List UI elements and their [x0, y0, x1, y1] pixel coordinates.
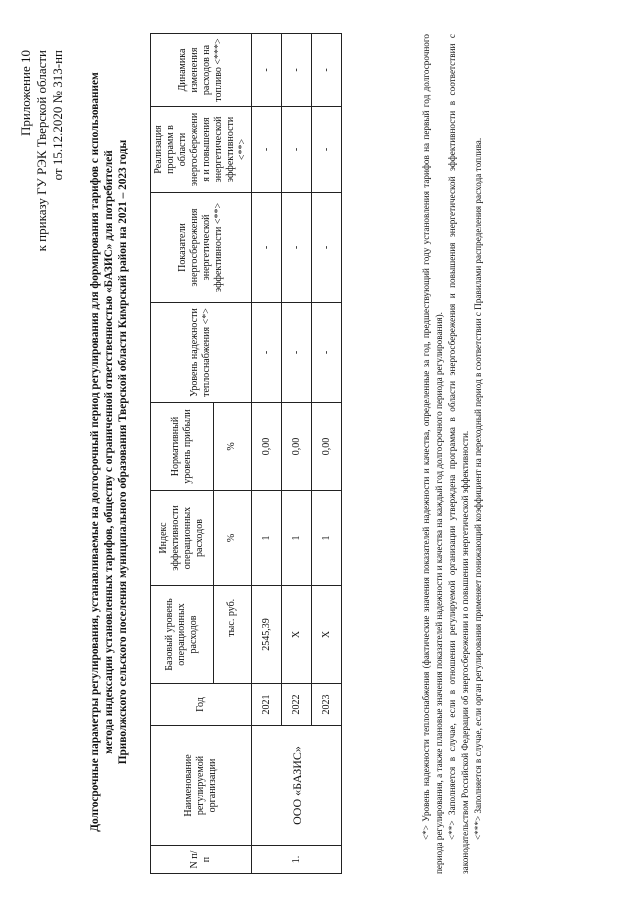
header-reliability: Уровень надежности теплоснабжения <*> — [151, 303, 252, 403]
header-index: Индекс эффективности операционных расходов — [151, 491, 214, 586]
energy-cell: - — [312, 193, 342, 303]
header-profit: Нормативный уровень прибыли — [151, 403, 214, 491]
base-cell: Х — [312, 586, 342, 684]
header-program: Реализация программ в области энергосбережени я и повышения энергетической эффективности <**> — [151, 107, 252, 193]
header-year: Год — [151, 684, 252, 726]
year-cell: 2021 — [252, 684, 282, 726]
table-row — [252, 34, 282, 874]
unit-profit: % — [213, 403, 251, 491]
appendix-number: Приложение 10 — [18, 50, 33, 137]
title-line-2: метода индексации установленных тарифов, обществу с ограниченной ответственностью «БАЗИС» для потребителей — [103, 150, 115, 754]
parameters-table — [150, 33, 342, 874]
header-org: Наименование регулируемой организации — [151, 726, 252, 846]
header-fuel: Динамика изменения расходов на топливо <***> — [151, 34, 252, 107]
program-cell: - — [282, 107, 312, 193]
title-line-3: Приволжского сельского поселения муниципального образования Тверской области Кимрский район на 2021 – 2023 годы — [117, 139, 129, 765]
unit-index: % — [213, 491, 251, 586]
fuel-cell: - — [252, 34, 282, 107]
energy-cell: - — [282, 193, 312, 303]
reliability-cell: - — [252, 303, 282, 403]
reliability-cell: - — [282, 303, 312, 403]
footnote-3: <***> Заполняется в случае, если орган регулирования применяет понижающий коэффициент на переходный период в соответствии с Правилами распределения расхода топлива. — [473, 137, 483, 840]
index-cell: 1 — [252, 491, 282, 586]
appendix-header — [18, 50, 66, 310]
footnote-2: <**> Заполняется в случае, если в отношении регулируемой организации утверждена программа в области энергосбережения и повышения энергетической эффективности в соответствии с законодательством Российской Федерации об энергосбережении и о повышении энергетической эффективности. — [447, 34, 470, 874]
footnote-1: <*> Уровень надежности теплоснабжения (фактические значения показателей надежности и качества, определенные за год, предшествующий году установления тарифов на первый год долгосрочного периода регулирования, а также плановые значения показателей надежности и качества на каждый год долгосрочного периода регулирования). — [421, 34, 444, 874]
fuel-cell: - — [282, 34, 312, 107]
unit-base: тыс. руб. — [213, 586, 251, 650]
energy-cell: - — [252, 193, 282, 303]
profit-cell: 0,00 — [312, 403, 342, 491]
profit-cell: 0,00 — [252, 403, 282, 491]
year-cell: 2022 — [282, 684, 312, 726]
index-cell: 1 — [312, 491, 342, 586]
title-line-1: Долгосрочные параметры регулирования, устанавливаемые на долгосрочный период регулирования для формирования тарифов с использованием — [89, 72, 101, 832]
base-cell: 2545,39 — [252, 586, 282, 684]
base-cell: Х — [282, 586, 312, 684]
header-num: N п/п — [151, 846, 252, 874]
table-header-row — [151, 34, 214, 874]
footnotes — [420, 34, 485, 874]
document-title — [88, 60, 130, 844]
program-cell: - — [312, 107, 342, 193]
index-cell: 1 — [282, 491, 312, 586]
row-number: 1. — [252, 846, 342, 874]
profit-cell: 0,00 — [282, 403, 312, 491]
header-energy: Показатели энергосбережения энергетической эффективности <**> — [151, 193, 252, 303]
program-cell: - — [252, 107, 282, 193]
header-base: Базовый уровень операционных расходов — [151, 586, 214, 684]
order-reference: к приказу ГУ РЭК Тверской области — [34, 50, 49, 252]
year-cell: 2023 — [312, 684, 342, 726]
org-name: ООО «БАЗИС» — [252, 726, 342, 846]
fuel-cell: - — [312, 34, 342, 107]
reliability-cell: - — [312, 303, 342, 403]
order-date: от 15.12.2020 № 313-нп — [50, 50, 65, 181]
